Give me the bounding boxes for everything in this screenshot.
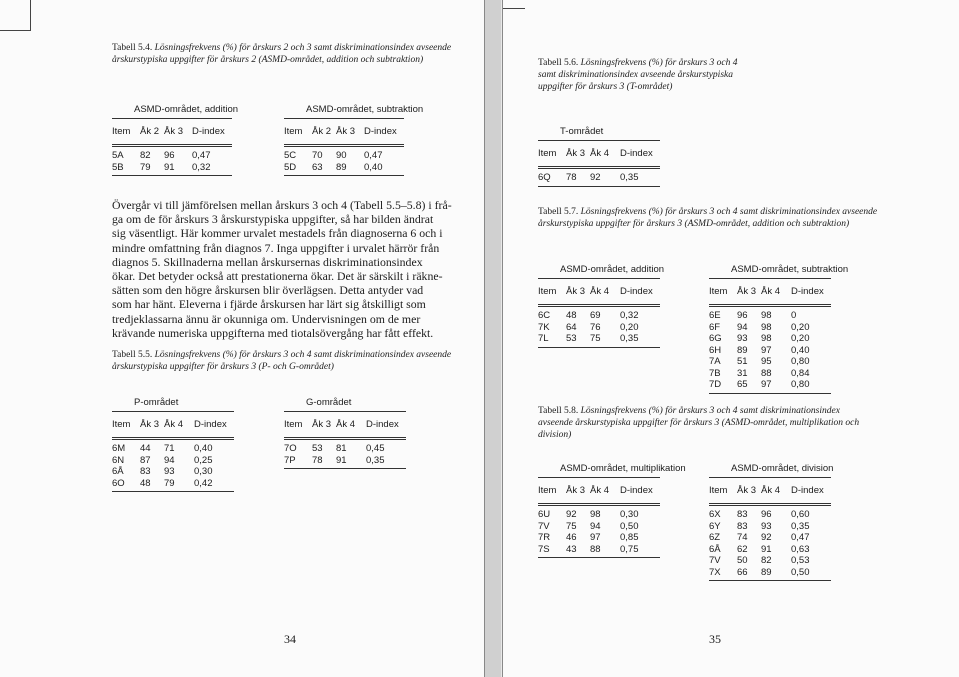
table-cell: 5D bbox=[284, 161, 297, 173]
column-header: D-index bbox=[192, 126, 225, 137]
caption-label: Tabell 5.8. bbox=[538, 406, 579, 416]
table-cell: 93 bbox=[761, 520, 772, 532]
rule-header bbox=[538, 304, 660, 305]
table-cell: 79 bbox=[140, 161, 151, 173]
table-cell: 94 bbox=[164, 454, 175, 466]
table-cell: 6O bbox=[112, 477, 125, 489]
table-cell: 74 bbox=[737, 532, 748, 543]
table-cell: 97 bbox=[761, 344, 772, 356]
column-header: Åk 4 bbox=[590, 485, 610, 496]
rule-top bbox=[538, 477, 660, 478]
table-cell: 64 bbox=[566, 321, 577, 333]
table-cell: 5C bbox=[284, 150, 297, 161]
column-header: Item bbox=[709, 286, 728, 297]
table-cell: 81 bbox=[336, 443, 347, 454]
column-header: D-index bbox=[194, 419, 227, 430]
rule-top bbox=[709, 278, 831, 279]
column-header: Åk 4 bbox=[761, 286, 781, 297]
column-header: D-index bbox=[620, 485, 653, 496]
column-header: Item bbox=[709, 485, 728, 496]
table-cell: 0,47 bbox=[791, 532, 810, 543]
rule-bottom bbox=[284, 468, 406, 469]
table-cell: 0,25 bbox=[194, 454, 213, 466]
table-cell: 31 bbox=[737, 367, 748, 379]
column-header: D-index bbox=[791, 286, 824, 297]
table-cell: 50 bbox=[737, 555, 748, 566]
table-cell: 0,40 bbox=[791, 344, 810, 356]
table-cell: 0,50 bbox=[620, 520, 639, 532]
table-cell: 96 bbox=[737, 310, 748, 321]
table-cell: 89 bbox=[737, 344, 748, 356]
group-title: ASMD-området, subtraktion bbox=[306, 104, 424, 115]
table-cell: 7K bbox=[538, 321, 550, 333]
paragraph-line: Övergår vi till jämförelsen mellan årskurs 3 och 4 (Tabell 5.5–5.8) i frå- bbox=[112, 198, 452, 212]
paragraph-line: krävande numeriska uppgifterna med tiotalsövergång har fått effekt. bbox=[112, 325, 434, 340]
rule-header bbox=[112, 146, 232, 147]
group-title: ASMD-området, multiplikation bbox=[560, 463, 686, 474]
column-header: Åk 3 bbox=[312, 419, 332, 430]
table-cell: 0,35 bbox=[791, 520, 810, 532]
table-cell: 7P bbox=[284, 454, 296, 466]
paragraph-line: sig väsentligt. Här kommer urvalet mestadels från diagnoserna 6 och i bbox=[112, 226, 443, 241]
table-cell: 0,63 bbox=[791, 543, 810, 555]
table-cell: 94 bbox=[590, 520, 601, 532]
column-header: Åk 3 bbox=[737, 485, 757, 496]
table-cell: 0,80 bbox=[791, 356, 810, 367]
table-cell: 53 bbox=[566, 333, 577, 344]
table-cell: 0,35 bbox=[620, 333, 639, 344]
caption-text: Lösningsfrekvens (%) för årskurs 3 och 4 samt diskriminationsindex avseende årskurstypiska uppgifter för årskurs 3 (ASMD-området, multiplikation och division) bbox=[538, 406, 860, 440]
caption-label: Tabell 5.6. bbox=[538, 58, 579, 68]
paragraph-line: ökar. Det betyder också att prestationerna ökar. Det är särskilt i räkne- bbox=[112, 269, 443, 284]
table-cell: 0,32 bbox=[620, 310, 639, 321]
table-cell: 93 bbox=[164, 466, 175, 477]
table-cell: 76 bbox=[590, 321, 601, 333]
rule-header bbox=[538, 306, 660, 307]
column-header: Åk 4 bbox=[164, 419, 184, 430]
table-cell: 0,40 bbox=[364, 161, 383, 173]
table-cell: 7V bbox=[709, 555, 721, 566]
table-cell: 96 bbox=[761, 509, 772, 520]
table-cell: 5A bbox=[112, 150, 124, 161]
column-header: D-index bbox=[620, 148, 653, 159]
table-cell: 94 bbox=[737, 321, 748, 333]
column-header: Åk 3 bbox=[566, 148, 586, 159]
column-header: D-index bbox=[366, 419, 399, 430]
table-cell: 93 bbox=[737, 333, 748, 344]
table-cell: 7D bbox=[709, 379, 722, 390]
table-cell: 88 bbox=[761, 367, 772, 379]
table-cell: 97 bbox=[590, 532, 601, 543]
table-cell: 0,20 bbox=[620, 321, 639, 333]
column-header: Åk 4 bbox=[590, 286, 610, 297]
caption-tabell-5-6 bbox=[538, 57, 738, 93]
column-header: Åk 4 bbox=[761, 485, 781, 496]
paragraph-line: tredjeklassarna ännu är okunniga om. Undervisningen om de mer bbox=[112, 311, 421, 326]
table-cell: 7V bbox=[538, 520, 550, 532]
body-paragraph bbox=[112, 198, 469, 340]
table-cell: 0,80 bbox=[791, 379, 810, 390]
rule-bottom bbox=[112, 491, 234, 492]
column-header: Åk 3 bbox=[566, 485, 586, 496]
group-title: G-området bbox=[306, 397, 352, 408]
rule-header bbox=[112, 144, 232, 145]
group-title: ASMD-området, addition bbox=[134, 104, 239, 115]
rule-top bbox=[112, 411, 234, 412]
column-header: D-index bbox=[791, 485, 824, 496]
page-number: 35 bbox=[709, 632, 721, 646]
column-header: Item bbox=[538, 148, 557, 159]
paragraph-line: mindre omfattning från diagnos 7. Inga uppgifter i urvalet härrör från bbox=[112, 240, 440, 255]
table-cell: 66 bbox=[737, 566, 748, 578]
rule-header bbox=[538, 168, 660, 169]
table-cell: 44 bbox=[140, 443, 151, 454]
table-cell: 7B bbox=[709, 367, 721, 379]
table-cell: 92 bbox=[761, 532, 772, 543]
table-cell: 92 bbox=[590, 172, 601, 183]
table-cell: 91 bbox=[164, 161, 175, 173]
table-cell: 78 bbox=[312, 454, 323, 466]
column-header: Åk 4 bbox=[590, 148, 610, 159]
table-cell: 6Q bbox=[538, 172, 551, 183]
rule-bottom bbox=[538, 186, 660, 187]
table-cell: 6M bbox=[112, 443, 126, 454]
table-cell: 0,35 bbox=[620, 172, 639, 183]
crop-mark bbox=[502, 0, 525, 9]
table-cell: 97 bbox=[761, 379, 772, 390]
table-cell: 89 bbox=[336, 161, 347, 173]
table-cell: 78 bbox=[566, 172, 577, 183]
table-cell: 90 bbox=[336, 150, 347, 161]
rule-header bbox=[538, 166, 660, 167]
table-cell: 0 bbox=[791, 310, 797, 321]
table-cell: 65 bbox=[737, 379, 748, 390]
table-cell: 6Å bbox=[112, 466, 124, 477]
table-cell: 7A bbox=[709, 356, 721, 367]
table-cell: 0,50 bbox=[791, 566, 810, 578]
column-header: Åk 3 bbox=[164, 126, 184, 137]
paragraph-line: diagnos 5. Skillnaderna mellan årskursernas diskriminationsindex bbox=[112, 254, 423, 269]
table-cell: 46 bbox=[566, 532, 577, 543]
table-cell: 0,30 bbox=[620, 509, 639, 520]
column-header: Item bbox=[112, 419, 131, 430]
rule-bottom bbox=[709, 580, 831, 581]
table-cell: 69 bbox=[590, 310, 601, 321]
table-cell: 7R bbox=[538, 532, 551, 543]
table-cell: 70 bbox=[312, 150, 323, 161]
table-cell: 43 bbox=[566, 543, 577, 555]
group-title: P-området bbox=[134, 397, 179, 408]
table-cell: 71 bbox=[164, 443, 175, 454]
column-header: Åk 3 bbox=[566, 286, 586, 297]
group-title: ASMD-området, addition bbox=[560, 264, 665, 275]
rule-top bbox=[284, 118, 404, 119]
table-cell: 98 bbox=[761, 333, 772, 344]
table-cell: 6Å bbox=[709, 543, 721, 555]
table-cell: 95 bbox=[761, 356, 772, 367]
table-cell: 6F bbox=[709, 321, 721, 333]
page-number: 34 bbox=[284, 632, 296, 646]
book-spine bbox=[485, 0, 501, 677]
rule-bottom bbox=[112, 175, 232, 176]
rule-header bbox=[709, 505, 831, 506]
table-cell: 48 bbox=[566, 310, 577, 321]
paragraph-line: ga om de för årskurs 3 årskurstypiska uppgifter, så har bilden ändrat bbox=[112, 212, 434, 227]
table-cell: 0,40 bbox=[194, 443, 213, 454]
table-cell: 6N bbox=[112, 454, 125, 466]
rule-header bbox=[284, 439, 406, 440]
table-cell: 0,20 bbox=[791, 333, 810, 344]
table-cell: 0,53 bbox=[791, 555, 810, 566]
caption-label: Tabell 5.7. bbox=[538, 207, 579, 217]
table-cell: 6H bbox=[709, 344, 722, 356]
column-header: Item bbox=[538, 286, 557, 297]
table-cell: 83 bbox=[737, 509, 748, 520]
paragraph-line: som har hänt. Eleverna i fjärde årskursen har lärt sig åtskilligt som bbox=[112, 297, 426, 312]
rule-bottom bbox=[284, 175, 404, 176]
rule-header bbox=[112, 439, 234, 440]
table-cell: 79 bbox=[164, 477, 175, 489]
table-cell: 82 bbox=[761, 555, 772, 566]
table-cell: 91 bbox=[336, 454, 347, 466]
table-cell: 7O bbox=[284, 443, 297, 454]
rule-header bbox=[538, 505, 660, 506]
caption-label: Tabell 5.5. bbox=[112, 350, 153, 360]
group-title: ASMD-området, division bbox=[731, 463, 834, 474]
paragraph-line: sätten som den högre årskursen blir överlägsen. Detta antyder vad bbox=[112, 283, 424, 298]
table-cell: 75 bbox=[590, 333, 601, 344]
table-cell: 0,47 bbox=[364, 150, 383, 161]
table-cell: 82 bbox=[140, 150, 151, 161]
rule-bottom bbox=[538, 557, 660, 558]
table-cell: 0,42 bbox=[194, 477, 213, 489]
table-cell: 0,30 bbox=[194, 466, 213, 477]
rule-header bbox=[112, 437, 234, 438]
caption-text: Lösningsfrekvens (%) för årskurs 3 och 4 samt diskriminationsindex avseende årskurstypiska uppgifter för årskurs 3 (T-området) bbox=[538, 58, 738, 92]
table-cell: 0,47 bbox=[192, 150, 211, 161]
column-header: Åk 3 bbox=[140, 419, 160, 430]
group-title: ASMD-området, subtraktion bbox=[731, 264, 849, 275]
table-cell: 98 bbox=[761, 310, 772, 321]
column-header: Åk 2 bbox=[312, 126, 332, 137]
rule-top bbox=[709, 477, 831, 478]
rule-top bbox=[538, 140, 660, 141]
table-cell: 91 bbox=[761, 543, 772, 555]
crop-mark bbox=[0, 0, 31, 31]
column-header: Åk 2 bbox=[140, 126, 160, 137]
table-cell: 0,75 bbox=[620, 543, 639, 555]
table-cell: 7S bbox=[538, 543, 550, 555]
table-cell: 53 bbox=[312, 443, 323, 454]
rule-header bbox=[284, 144, 404, 145]
rule-top bbox=[112, 118, 232, 119]
column-header: Item bbox=[284, 419, 303, 430]
caption-text: Lösningsfrekvens (%) för årskurs 3 och 4 samt diskriminationsindex avseende årskurstypiska uppgifter för årskurs 3 (P- och G-området) bbox=[112, 350, 452, 372]
table-cell: 6U bbox=[538, 509, 551, 520]
column-header: Åk 4 bbox=[336, 419, 356, 430]
rule-header bbox=[709, 503, 831, 504]
rule-header bbox=[709, 306, 831, 307]
column-header: Item bbox=[284, 126, 303, 137]
rule-bottom bbox=[538, 347, 660, 348]
rule-header bbox=[709, 304, 831, 305]
table-cell: 83 bbox=[140, 466, 151, 477]
table-cell: 51 bbox=[737, 356, 748, 367]
table-cell: 0,84 bbox=[791, 367, 810, 379]
caption-tabell-5-4 bbox=[112, 42, 468, 66]
table-cell: 0,60 bbox=[791, 509, 810, 520]
table-cell: 6G bbox=[709, 333, 722, 344]
table-cell: 63 bbox=[312, 161, 323, 173]
rule-bottom bbox=[709, 393, 831, 394]
table-cell: 98 bbox=[590, 509, 601, 520]
table-cell: 6Z bbox=[709, 532, 721, 543]
table-cell: 87 bbox=[140, 454, 151, 466]
column-header: D-index bbox=[620, 286, 653, 297]
caption-label: Tabell 5.4. bbox=[112, 43, 153, 53]
table-cell: 5B bbox=[112, 161, 124, 173]
table-cell: 48 bbox=[140, 477, 151, 489]
caption-tabell-5-7 bbox=[538, 206, 878, 230]
caption-tabell-5-8 bbox=[538, 405, 868, 441]
column-header: Item bbox=[112, 126, 131, 137]
table-cell: 75 bbox=[566, 520, 577, 532]
table-cell: 0,20 bbox=[791, 321, 810, 333]
rule-header bbox=[538, 503, 660, 504]
rule-top bbox=[538, 278, 660, 279]
table-cell: 6E bbox=[709, 310, 721, 321]
column-header: Åk 3 bbox=[737, 286, 757, 297]
column-header: D-index bbox=[364, 126, 397, 137]
caption-text: Lösningsfrekvens (%) för årskurs 2 och 3 samt diskriminationsindex avseende årskurstypiska uppgifter för årskurs 2 (ASMD-området, addition och subtraktion) bbox=[112, 43, 452, 65]
table-cell: 62 bbox=[737, 543, 748, 555]
table-cell: 92 bbox=[566, 509, 577, 520]
group-title: T-området bbox=[560, 126, 604, 137]
table-cell: 0,35 bbox=[366, 454, 385, 466]
table-cell: 7L bbox=[538, 333, 549, 344]
table-cell: 0,32 bbox=[192, 161, 211, 173]
caption-tabell-5-5 bbox=[112, 349, 468, 373]
table-cell: 96 bbox=[164, 150, 175, 161]
table-cell: 0,85 bbox=[620, 532, 639, 543]
rule-header bbox=[284, 437, 406, 438]
caption-text: Lösningsfrekvens (%) för årskurs 3 och 4 samt diskriminationsindex avseende årskurstypiska uppgifter för årskurs 3 (ASMD-området, addition och subtraktion) bbox=[538, 207, 878, 229]
column-header: Item bbox=[538, 485, 557, 496]
table-cell: 7X bbox=[709, 566, 721, 578]
table-cell: 6Y bbox=[709, 520, 721, 532]
column-header: Åk 3 bbox=[336, 126, 356, 137]
rule-top bbox=[284, 411, 406, 412]
table-cell: 89 bbox=[761, 566, 772, 578]
table-cell: 83 bbox=[737, 520, 748, 532]
table-cell: 0,45 bbox=[366, 443, 385, 454]
table-cell: 6C bbox=[538, 310, 551, 321]
table-cell: 6X bbox=[709, 509, 721, 520]
rule-header bbox=[284, 146, 404, 147]
right-page bbox=[502, 0, 959, 677]
table-cell: 88 bbox=[590, 543, 601, 555]
table-cell: 98 bbox=[761, 321, 772, 333]
